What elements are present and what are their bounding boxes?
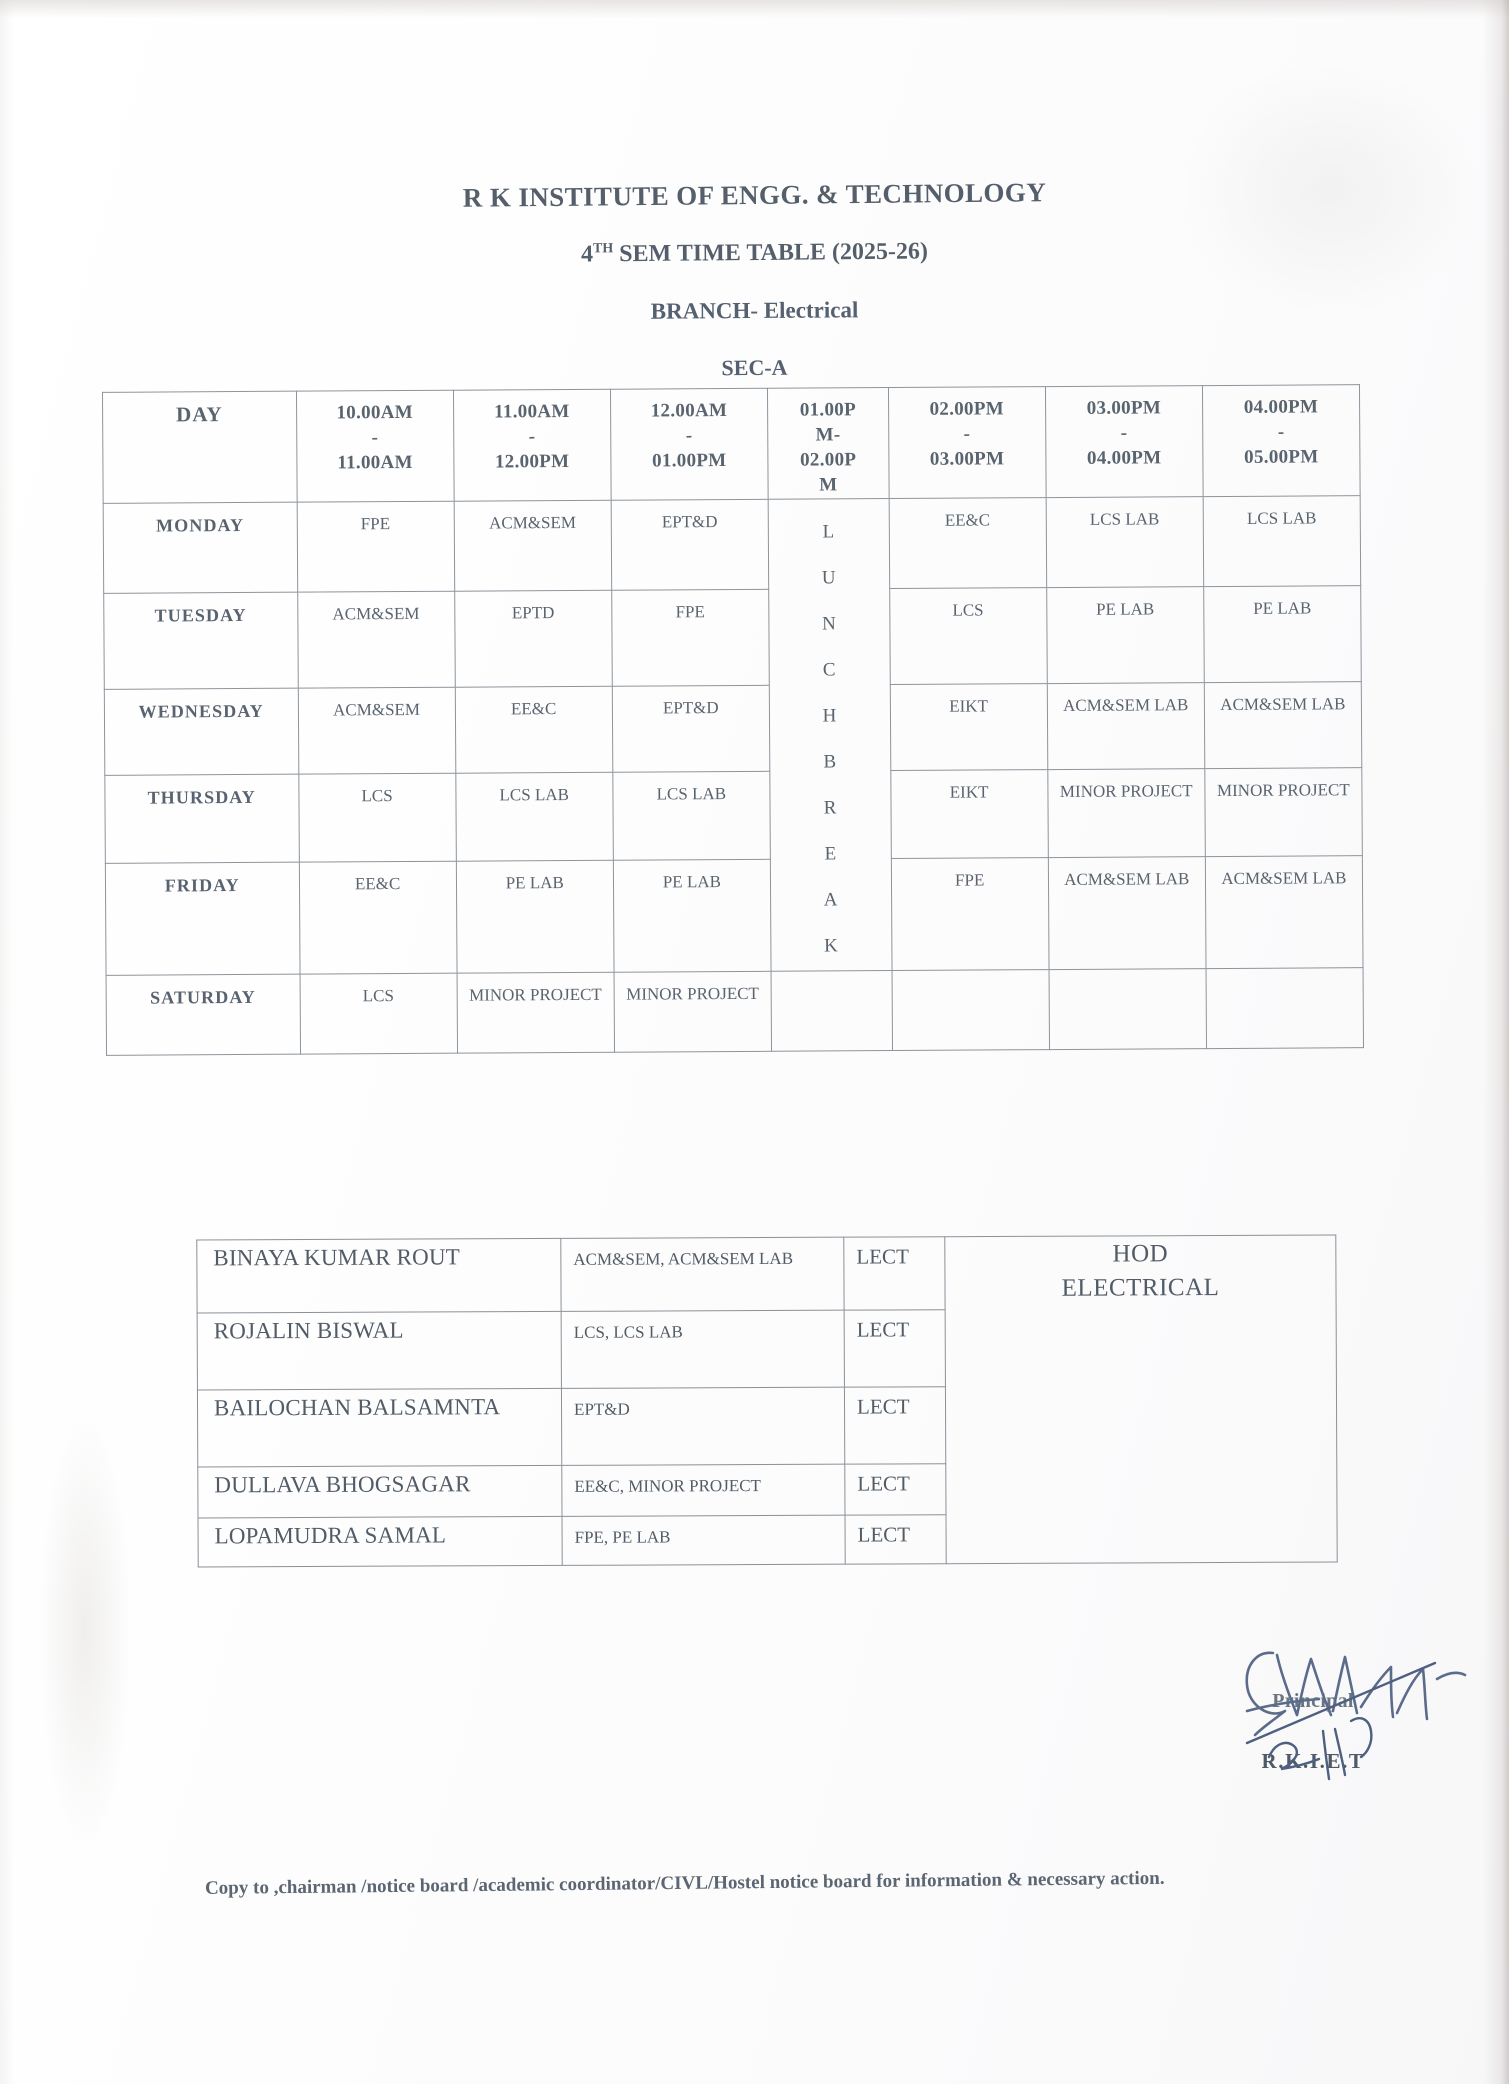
faculty-subjects-5: FPE, PE LAB <box>562 1515 845 1565</box>
cell-friday-slot1: EE&C <box>299 861 457 974</box>
lunch-letter: C <box>822 659 837 681</box>
header-slot-5 <box>888 387 1046 499</box>
slot-7-end: 05.00PM <box>1244 446 1319 469</box>
lunch-letter: K <box>823 935 839 957</box>
table-row <box>105 768 1363 863</box>
slot-1-dash: - <box>371 427 379 449</box>
cell-tuesday-slot6: PE LAB <box>1046 587 1204 684</box>
institute-short-label: R.K.I.E.T <box>1261 1749 1365 1773</box>
header-slot-1 <box>296 390 454 502</box>
cell-wednesday-slot1: ACM&SEM <box>298 687 456 774</box>
cell-saturday-slot6 <box>1049 969 1207 1050</box>
slot-5-start: 02.00PM <box>929 398 1005 420</box>
table-row <box>106 968 1363 1056</box>
hod-label-line2: ELECTRICAL <box>1061 1274 1220 1302</box>
faculty-name-2: ROJALIN BISWAL <box>197 1311 561 1390</box>
cell-saturday-lunch <box>771 971 892 1052</box>
cell-wednesday-slot3: EPT&D <box>612 685 770 772</box>
cell-friday-slot2: PE LAB <box>456 860 614 973</box>
cell-tuesday-slot5: LCS <box>889 588 1047 685</box>
hod-signature-cell <box>945 1235 1337 1564</box>
lunch-letter: L <box>822 521 835 543</box>
section-label: SEC-A <box>721 354 788 381</box>
cell-thursday-slot5: EIKT <box>890 769 1048 858</box>
cell-saturday-slot1: LCS <box>300 973 458 1054</box>
cell-wednesday-slot5: EIKT <box>890 684 1048 771</box>
slot-4-dash: M- <box>815 424 841 446</box>
cell-saturday-slot3: MINOR PROJECT <box>614 971 772 1052</box>
faculty-table-container <box>196 1235 1337 1568</box>
slot-3-end: 01.00PM <box>652 450 727 472</box>
faculty-name-3: BAILOCHAN BALSAMNTA <box>197 1388 561 1467</box>
slot-4-end: 02.00P <box>800 449 857 471</box>
slot-6-start: 03.00PM <box>1086 397 1162 419</box>
principal-label: Principal <box>1272 1690 1354 1712</box>
slot-7-start: 04.00PM <box>1243 396 1319 418</box>
cell-saturday-slot7 <box>1206 968 1364 1049</box>
paper-edge-top <box>0 0 1509 18</box>
table-row <box>197 1235 1336 1313</box>
slot-1-end: 11.00AM <box>337 452 413 474</box>
cell-friday-slot3: PE LAB <box>613 859 771 972</box>
faculty-name-5: LOPAMUDRA SAMAL <box>198 1516 562 1567</box>
cell-tuesday-slot2: EPTD <box>454 590 612 687</box>
footer-note: Copy to ,chairman /notice board /academic coordinator/CIVL/Hostel notice board for information & necessary action. <box>204 1867 1165 1899</box>
lunch-break-cell <box>768 499 892 971</box>
lunch-letter: U <box>821 567 837 589</box>
cell-saturday-slot5 <box>892 970 1050 1051</box>
lunch-letter: N <box>822 613 837 635</box>
faculty-subjects-3: EPT&D <box>561 1387 844 1465</box>
timetable-header-row <box>102 385 1360 504</box>
cell-wednesday-slot7: ACM&SEM LAB <box>1204 682 1362 769</box>
branch-label: BRANCH- Electrical <box>650 297 859 324</box>
slot-5-end: 03.00PM <box>929 448 1005 470</box>
slot-2-dash: - <box>528 426 536 448</box>
day-saturday: SATURDAY <box>106 974 300 1055</box>
cell-monday-slot6: LCS LAB <box>1046 497 1204 588</box>
day-friday: FRIDAY <box>105 862 299 976</box>
semester-number: 4 <box>580 241 594 268</box>
hod-label-line1: HOD <box>1112 1240 1169 1268</box>
cell-thursday-slot3: LCS LAB <box>613 771 771 860</box>
semester-title-rest: SEM TIME TABLE (2025-26) <box>613 238 929 268</box>
cell-thursday-slot2: LCS LAB <box>456 772 614 861</box>
timetable <box>102 384 1364 1056</box>
slot-2-start: 11.00AM <box>494 400 570 423</box>
table-row <box>105 855 1363 975</box>
slot-1-start: 10.00AM <box>336 401 414 424</box>
header-slot-6 <box>1045 386 1203 498</box>
faculty-subjects-4: EE&C, MINOR PROJECT <box>562 1464 845 1516</box>
header-day: DAY <box>102 391 296 503</box>
cell-monday-slot7: LCS LAB <box>1203 496 1361 587</box>
faculty-subjects-1: ACM&SEM, ACM&SEM LAB <box>561 1237 844 1311</box>
lunch-letter: A <box>823 889 839 911</box>
cell-monday-slot3: EPT&D <box>611 500 769 591</box>
faculty-designation-1: LECT <box>844 1237 945 1310</box>
institute-title: R K INSTITUTE OF ENGG. & TECHNOLOGY <box>462 177 1047 213</box>
slot-3-dash: - <box>685 425 693 447</box>
cell-tuesday-slot7: PE LAB <box>1204 586 1362 683</box>
slot-4-start: 01.00P <box>799 399 857 421</box>
slot-6-end: 04.00PM <box>1086 447 1162 469</box>
cell-wednesday-slot6: ACM&SEM LAB <box>1047 683 1205 770</box>
header-slot-3 <box>610 388 768 500</box>
table-row <box>104 586 1362 690</box>
faculty-designation-4: LECT <box>845 1464 946 1515</box>
day-thursday: THURSDAY <box>105 774 299 863</box>
cell-monday-slot2: ACM&SEM <box>454 501 612 592</box>
faculty-designation-5: LECT <box>845 1515 946 1564</box>
slot-3-start: 12.00AM <box>650 400 728 422</box>
cell-monday-slot1: FPE <box>297 502 455 593</box>
cell-thursday-slot6: MINOR PROJECT <box>1048 768 1206 857</box>
lunch-letter: B <box>823 751 837 773</box>
cell-wednesday-slot2: EE&C <box>455 686 613 773</box>
faculty-subjects-2: LCS, LCS LAB <box>561 1310 844 1388</box>
header-slot-7 <box>1202 385 1360 497</box>
slot-6-dash: - <box>1120 422 1128 444</box>
day-tuesday: TUESDAY <box>104 592 298 689</box>
cell-friday-slot7: ACM&SEM LAB <box>1205 855 1363 968</box>
cell-tuesday-slot3: FPE <box>612 589 770 686</box>
slot-5-dash: - <box>963 423 971 445</box>
cell-thursday-slot7: MINOR PROJECT <box>1205 768 1363 857</box>
slot-7-dash: - <box>1277 421 1285 443</box>
faculty-name-1: BINAYA KUMAR ROUT <box>197 1238 561 1313</box>
cell-thursday-slot1: LCS <box>298 773 456 862</box>
day-wednesday: WEDNESDAY <box>104 688 298 775</box>
timetable-container <box>102 384 1364 1056</box>
cell-friday-slot5: FPE <box>891 857 1049 970</box>
faculty-table <box>196 1235 1337 1568</box>
slot-4-extra: M <box>819 474 838 496</box>
cell-friday-slot6: ACM&SEM LAB <box>1048 856 1206 969</box>
scan-smudge-left <box>40 1420 130 1840</box>
faculty-designation-3: LECT <box>844 1387 945 1464</box>
table-row <box>103 496 1361 594</box>
principal-signature-block <box>1208 1690 1418 1774</box>
lunch-letter: R <box>823 797 837 819</box>
day-monday: MONDAY <box>103 502 297 593</box>
slot-2-end: 12.00PM <box>494 451 570 473</box>
lunch-letter: H <box>822 705 837 727</box>
cell-tuesday-slot1: ACM&SEM <box>297 591 455 688</box>
cell-monday-slot5: EE&C <box>889 498 1047 589</box>
lunch-letter: E <box>824 843 837 865</box>
semester-ordinal-suffix: TH <box>592 241 614 257</box>
faculty-name-4: DULLAVA BHOGSAGAR <box>198 1465 562 1518</box>
faculty-designation-2: LECT <box>844 1310 945 1387</box>
table-row <box>104 682 1362 775</box>
header-slot-2 <box>453 389 611 501</box>
header-slot-4-lunch <box>767 388 888 500</box>
cell-saturday-slot2: MINOR PROJECT <box>457 972 615 1053</box>
